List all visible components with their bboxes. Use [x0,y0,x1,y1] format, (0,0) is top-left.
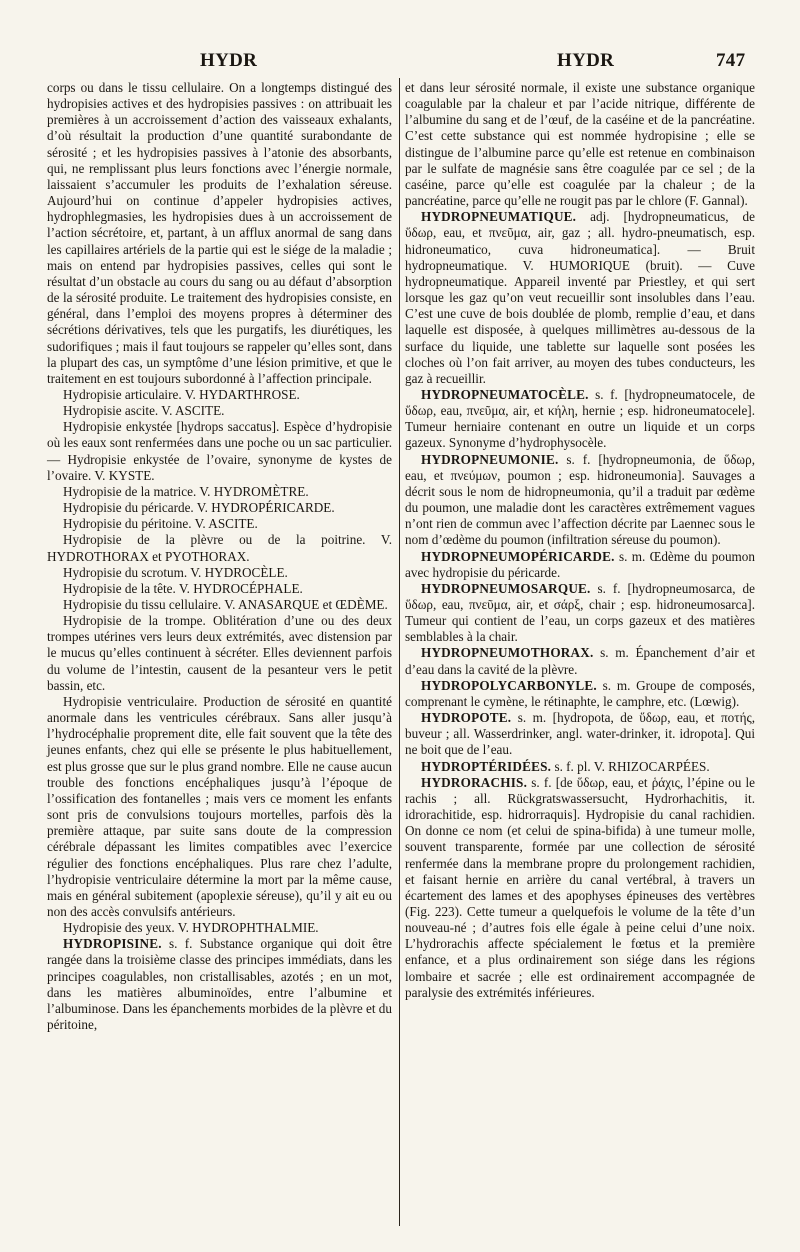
entry-paragraph [47,565,392,581]
entry-headword: HYDROPNEUMOPÉRICARDE. [421,548,615,564]
entry-text: Hydropisie de la tête. V. HYDROCÉPHALE. [63,580,303,596]
entry-paragraph [47,581,392,597]
entry-text: s. f. [hydropneumonia, de ὕδωρ, eau, et πνεύμων, poumon ; esp. hidroneumonia]. Sauvages a décrit sous le nom de hidropneumonia, qu’il a traduit par œdème du poumon, une maladie dont les caractères extrêmement vagues n’ont rien de commun avec l’affection décrite par Laennec sous le nom d’œdème du poumon (infiltration séreuse du poumon). [405,451,755,548]
entry-text: Hydropisie de la plèvre ou de la poitrine. V. HYDROTHORAX et PYOTHORAX. [47,532,392,564]
entry-headword: HYDROPNEUMATOCÈLE. [421,386,589,402]
dictionary-entry [47,936,392,1033]
entry-text: Hydropisie de la trompe. Oblitération d’une ou des deux trompes utérines vers leurs deux extrémités, avec distension par le mucus qu’elles continuent à sécréter. Elles deviennent parfois du volume de l’intestin, causent de la pesanteur vers le petit bassin, etc. [47,613,392,693]
entry-headword: HYDROPTÉRIDÉES. [421,758,552,774]
entry-headword: HYDROPOTE. [421,710,512,726]
entry-paragraph [405,80,755,209]
page-number: 747 [716,50,746,71]
entry-text: s. m. Épanchement d’air et d’eau dans la cavité de la plèvre. [405,645,755,677]
entry-paragraph [47,920,392,936]
entry-text: Hydropisie articulaire. V. HYDARTHROSE. [63,386,300,402]
entry-text: s. m. Groupe de composés, comprenant le cymène, le rétinaphte, le camphre, etc. (Lœwig). [405,677,755,709]
entry-text: s. f. [de ὕδωρ, eau, et ῥάχις, l’épine ou le rachis ; all. Rückgratswassersucht, Hydrorhachitis, it. idrorachitide, esp. hidrorraquis]. Hydropisie du canal rachidien. On donne ce nom (et celui de spina-bifida) à une tumeur molle, souvent transparente, formée par une collection de sérosité renfermée dans la membrane propre du prolongement rachidien, et faisant hernie en arrière du canal vertébral, à travers un écartement des lames et des apophyses épineuses des vertèbres (Fig. 223). Cette tumeur a quelquefois le volume de la tête d’un nouveau-né ; d’autres fois elle égale à peine celui d’une noix. L’hydrorachis affecte spécialement le fœtus et la première enfance, et a plus ordinairement son siége dans les régions lombaire et sacrée ; elle est ordinairement accompagnée de paralysie des extrémités inférieures. [405,774,755,1000]
dictionary-entry [405,452,755,549]
entry-text: corps ou dans le tissu cellulaire. On a longtemps distingué des hydropisies actives et des hydropisies passives : on attribuait les premières à un accroissement d’action des vaisseaux exhalants, d’où résultait la production d’une quantité surabondante de sérosité ; et les hydropisies passives à l’atonie des absorbants, qui, ne remplissant plus leurs fonctions avec l’énergie normale, laissaient s’accumuler les produits de l’exhalation séreuse. Aujourd’hui on continue d’appeler hydropisies actives, hydrophlegmasies, les hydropisies dues à un accroissement de l’action sécrétoire, et, partant, à un afflux anormal de sang dans les capillaires artériels de la partie qui est le siége de la maladie ; mais on entend par hydropisies passives, celles qui sont le résultat d’un obstacle au cours du sang ou au défaut d’absorption de la sérosité produite. Le traitement des hydropisies consiste, en général, dans l’emploi des moyens propres à déterminer des sécrétions dérivatives, tels que les purgatifs, les diurétiques, les sudorifiques ; mais il faut toujours se rappeler qu’elles sont, dans la plupart des cas, un symptôme d’une lésion primitive, et que le traitement en est toujours subordonné à l’affection principale. [47,80,392,386]
entry-headword: HYDROPNEUMOTHORAX. [421,645,594,661]
entry-paragraph [47,597,392,613]
entry-headword: HYDRORACHIS. [421,774,528,790]
entry-text: s. f. Substance organique qui doit être rangée dans la troisième classe des principes immédiats, dans les principes coagulables, non cristallisables, azotés ; en un mot, dans les matières albuminoïdes, entre l’albumine et l’albuminose. Dans les épanchements morbides de la plèvre et du péritoine, [47,936,392,1033]
entry-text: Hydropisie du péricarde. V. HYDROPÉRICARDE. [63,500,335,516]
entry-paragraph [47,694,392,920]
entry-paragraph [47,419,392,484]
running-head-left: HYDR [200,50,258,71]
entry-text: s. m. Œdème du poumon avec hydropisie du péricarde. [405,548,755,580]
dictionary-entry [405,209,755,387]
entry-headword: HYDROPNEUMATIQUE. [421,209,577,225]
entry-headword: HYDROPNEUMONIE. [421,451,559,467]
dictionary-entry [405,549,755,581]
entry-paragraph [47,500,392,516]
dictionary-entry [405,759,755,775]
entry-text: s. f. [hydropneumatocele, de ὕδωρ, eau, πνεῦμα, air, et κήλη, hernie ; esp. hidroneumatocele]. Tumeur herniaire contenant en outre un liquide et un corps gazeux. Synonyme d’hydrophysocèle. [405,386,755,451]
dictionary-entry [405,775,755,1001]
column-divider [399,78,400,1226]
entry-text: Hydropisie de la matrice. V. HYDROMÈTRE. [63,483,309,499]
right-column [405,80,755,1001]
entry-paragraph [47,80,392,387]
dictionary-entry [405,678,755,710]
dictionary-entry [405,710,755,758]
entry-text: Hydropisie enkystée [hydrops saccatus]. Espèce d’hydropisie où les eaux sont renfermées dans une poche ou un sac particulier. — Hydropisie enkystée de l’ovaire, synonyme de kystes de l’ovaire. V. KYSTE. [47,419,392,483]
entry-text: Hydropisie des yeux. V. HYDROPHTHALMIE. [63,920,319,936]
entry-paragraph [47,403,392,419]
entry-headword: HYDROPOLYCARBONYLE. [421,677,597,693]
entry-headword: HYDROPISINE. [63,936,162,952]
entry-text: Hydropisie du scrotum. V. HYDROCÈLE. [63,564,288,580]
left-column [47,80,392,1033]
entry-text: et dans leur sérosité normale, il existe une substance organique coagulable par la chaleur et par l’acide nitrique, différente de l’albumine du sang et de l’œuf, de la caséine et de la pancréatine. C’est cette substance qui est nommée hydropisine ; elle se distingue de l’albumine parce qu’elle est retenue en combinaison par le sulfate de magnésie sans être coagulée par ce sel ; de la caséine, parce qu’elle est coagulée par la chaleur ; de la pancréatine, parce qu’elle ne rougit pas par le chlore (F. Gannal). [405,80,755,209]
entry-headword: HYDROPNEUMOSARQUE. [421,580,591,596]
dictionary-entry [405,387,755,452]
entry-text: Hydropisie du péritoine. V. ASCITE. [63,516,258,532]
entry-text: Hydropisie du tissu cellulaire. V. ANASARQUE et ŒDÈME. [63,597,388,612]
running-head-right: HYDR [557,50,615,71]
dictionary-entry [405,581,755,646]
entry-text: s. f. pl. V. RHIZOCARPÉES. [551,758,710,774]
entry-text: adj. [hydropneumaticus, de ὕδωρ, eau, et πνεῦμα, air, gaz ; all. hydro-pneumatisch, esp. hidroneumatico, cuva hidroneumatica]. — Bruit hydropneumatique. V. HUMORIQUE (bruit). — Cuve hydropneumatique. Appareil inventé par Priestley, et qui sert lorsque les gaz qu’on veut recueillir sont insolubles dans l’eau. C’est une cuve de bois doublée de plomb, remplie d’eau, et dans laquelle est disposée, à quelques millimètres au-dessous de la surface du liquide, une tablette sur laquelle sont posées les cloches où l’on fait arriver, au moyen des tubes conducteurs, les gaz à recueillir. [405,209,755,386]
entry-text: Hydropisie ventriculaire. Production de sérosité en quantité anormale dans les ventricules cérébraux. Sans aller jusqu’à l’hydrocéphalie proprement dite, elle fait souvent que la tête des jeunes enfants, chez qui elle se présente le plus habituellement, est plus grosse que sur le plus grand nombre. Elle ne cause aucun trouble des fonctions encéphaliques jusqu’à l’époque de l’ossification des fontanelles ; mais vers ce moment les enfants sont pris de convulsions toujours mortelles, parfois dès la première attaque, par suite sans doute de la compression cérébrale dépassant les limites compatibles avec l’exercice régulier des fonctions encéphaliques. Plus rare chez l’adulte, l’hydropisie ventriculaire détermine la mort par la même cause, mais en général subitement (apoplexie séreuse), qu’il y ait eu ou non des accès convulsifs antérieurs. [47,693,392,919]
entry-paragraph [47,532,392,564]
entry-paragraph [47,387,392,403]
entry-text: Hydropisie ascite. V. ASCITE. [63,403,225,419]
entry-paragraph [47,484,392,500]
entry-text: s. m. [hydropota, de ὕδωρ, eau, et ποτής, buveur ; all. Wasserdrinker, angl. water-drinker, it. idropota]. Qui ne boit que de l’eau. [405,710,755,758]
entry-paragraph [47,613,392,694]
entry-text: s. f. [hydropneumosarca, de ὕδωρ, eau, πνεῦμα, air, et σάρξ, chair ; esp. hidroneumosarca]. Tumeur qui contient de l’eau, un corps gazeux et des matières semblables à la chair. [405,580,755,645]
entry-paragraph [47,516,392,532]
dictionary-entry [405,645,755,677]
